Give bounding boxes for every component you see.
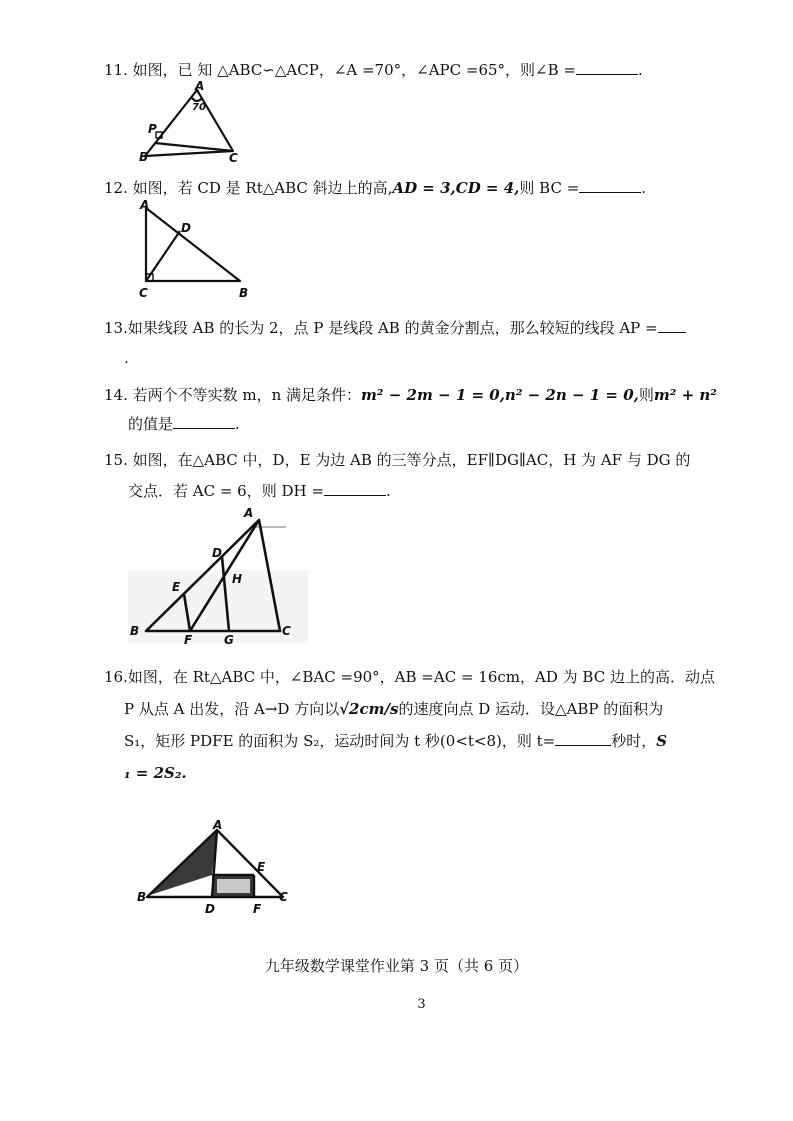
q16-stem5: 秒时， (611, 732, 657, 750)
q16-condition: ₁ = 2S₂. (124, 764, 187, 782)
q12-label-c: C (139, 286, 148, 300)
q15-label-g: G (224, 633, 234, 645)
q16-stem3: 的速度向点 D 运动．设△ABP 的面积为 (398, 700, 664, 718)
q11-label-b: B (139, 150, 149, 164)
q15-line2 (128, 481, 391, 501)
q15-label-h: H (232, 572, 243, 586)
q16-label-b: B (137, 890, 147, 904)
q16-line4 (124, 763, 187, 783)
q12-label-b: B (239, 286, 249, 300)
q12-label-d: D (181, 221, 191, 235)
q11-figure (135, 80, 245, 165)
q15-label-d: D (212, 546, 222, 560)
page-number: 3 (417, 997, 426, 1012)
q13-answer-blank[interactable] (658, 318, 686, 333)
q11-stem: 11. 如图，已 知 △ABC∽△ACP，∠A =70°，∠APC =65°，则∠B = (104, 61, 576, 79)
q16-line1: 16.如图，在 Rt△ABC 中，∠BAC =90°，AB =AC = 16cm，AD 为 BC 边上的高．动点 (104, 668, 715, 686)
q16-label-e: E (257, 860, 266, 874)
q15-ask: 交点．若 AC = 6，则 DH = (128, 482, 324, 500)
q12-label-a: A (140, 198, 150, 212)
q13-stem: 13.如果线段 AB 的长为 2，点 P 是线段 AB 的黄金分割点，那么较短的线段 AP = (104, 319, 658, 337)
q12-ask: 则 BC = (519, 179, 580, 197)
q11-label-p: P (148, 122, 157, 136)
q14-then: 则 (638, 386, 654, 404)
q14-period: . (235, 415, 240, 433)
q15-figure (126, 505, 311, 645)
q12-text (104, 178, 646, 198)
q16-line3 (124, 731, 667, 751)
q14-line1 (104, 385, 717, 405)
q16-label-d: D (205, 902, 215, 915)
q14-answer-blank[interactable] (173, 414, 235, 429)
q12-answer-blank[interactable] (579, 178, 641, 193)
q16-answer-blank[interactable] (555, 731, 611, 746)
q13-line1 (104, 318, 686, 338)
q16-s1-symbol: S (656, 732, 668, 750)
q11-label-a: A (195, 80, 205, 93)
q15-label-a: A (244, 506, 254, 520)
q11-text (104, 60, 643, 80)
q12-stem: 12. 如图，若 CD 是 Rt△ABC 斜边上的高, (104, 179, 393, 197)
q13-line2: . (124, 349, 129, 367)
q16-label-a: A (213, 818, 223, 832)
q16-label-f: F (253, 902, 262, 915)
q16-speed: √2cm/s (339, 700, 399, 718)
q11-answer-blank[interactable] (576, 60, 638, 75)
q12-period: . (641, 179, 647, 197)
q15-line1: 15. 如图，在△ABC 中，D，E 为边 AB 的三等分点，EF∥DG∥AC，H 为 AF 与 DG 的 (104, 451, 691, 469)
q14-stem: 14. 若两个不等实数 m，n 满足条件： (104, 386, 362, 404)
q16-stem4: S₁，矩形 PDFE 的面积为 S₂，运动时间为 t 秒(0<t<8)，则 t= (124, 732, 556, 750)
q11-label-angle: 70 (192, 102, 206, 113)
q12-math: AD = 3,CD = 4, (392, 179, 520, 197)
page-footer: 九年级数学课堂作业第 3 页（共 6 页） (264, 957, 529, 975)
q14-ask: 的值是 (128, 415, 174, 433)
q14-line2 (128, 414, 240, 434)
q15-label-b: B (130, 624, 140, 638)
q16-figure (133, 815, 293, 915)
q15-answer-blank[interactable] (324, 481, 386, 496)
q15-label-e: E (172, 580, 181, 594)
q11-period: . (637, 61, 643, 79)
q15-label-f: F (184, 633, 193, 645)
q12-figure (135, 197, 260, 302)
q14-math1: m² − 2m − 1 = 0,n² − 2n − 1 = 0, (361, 386, 639, 404)
q14-math2: m² + n² (653, 386, 717, 404)
q15-period: . (385, 482, 391, 500)
q11-label-c: C (229, 151, 238, 165)
q16-label-c: C (279, 890, 288, 904)
q16-line2 (124, 699, 663, 719)
q15-label-c: C (282, 624, 291, 638)
q16-stem2: P 从点 A 出发，沿 A→D 方向以 (124, 700, 340, 718)
